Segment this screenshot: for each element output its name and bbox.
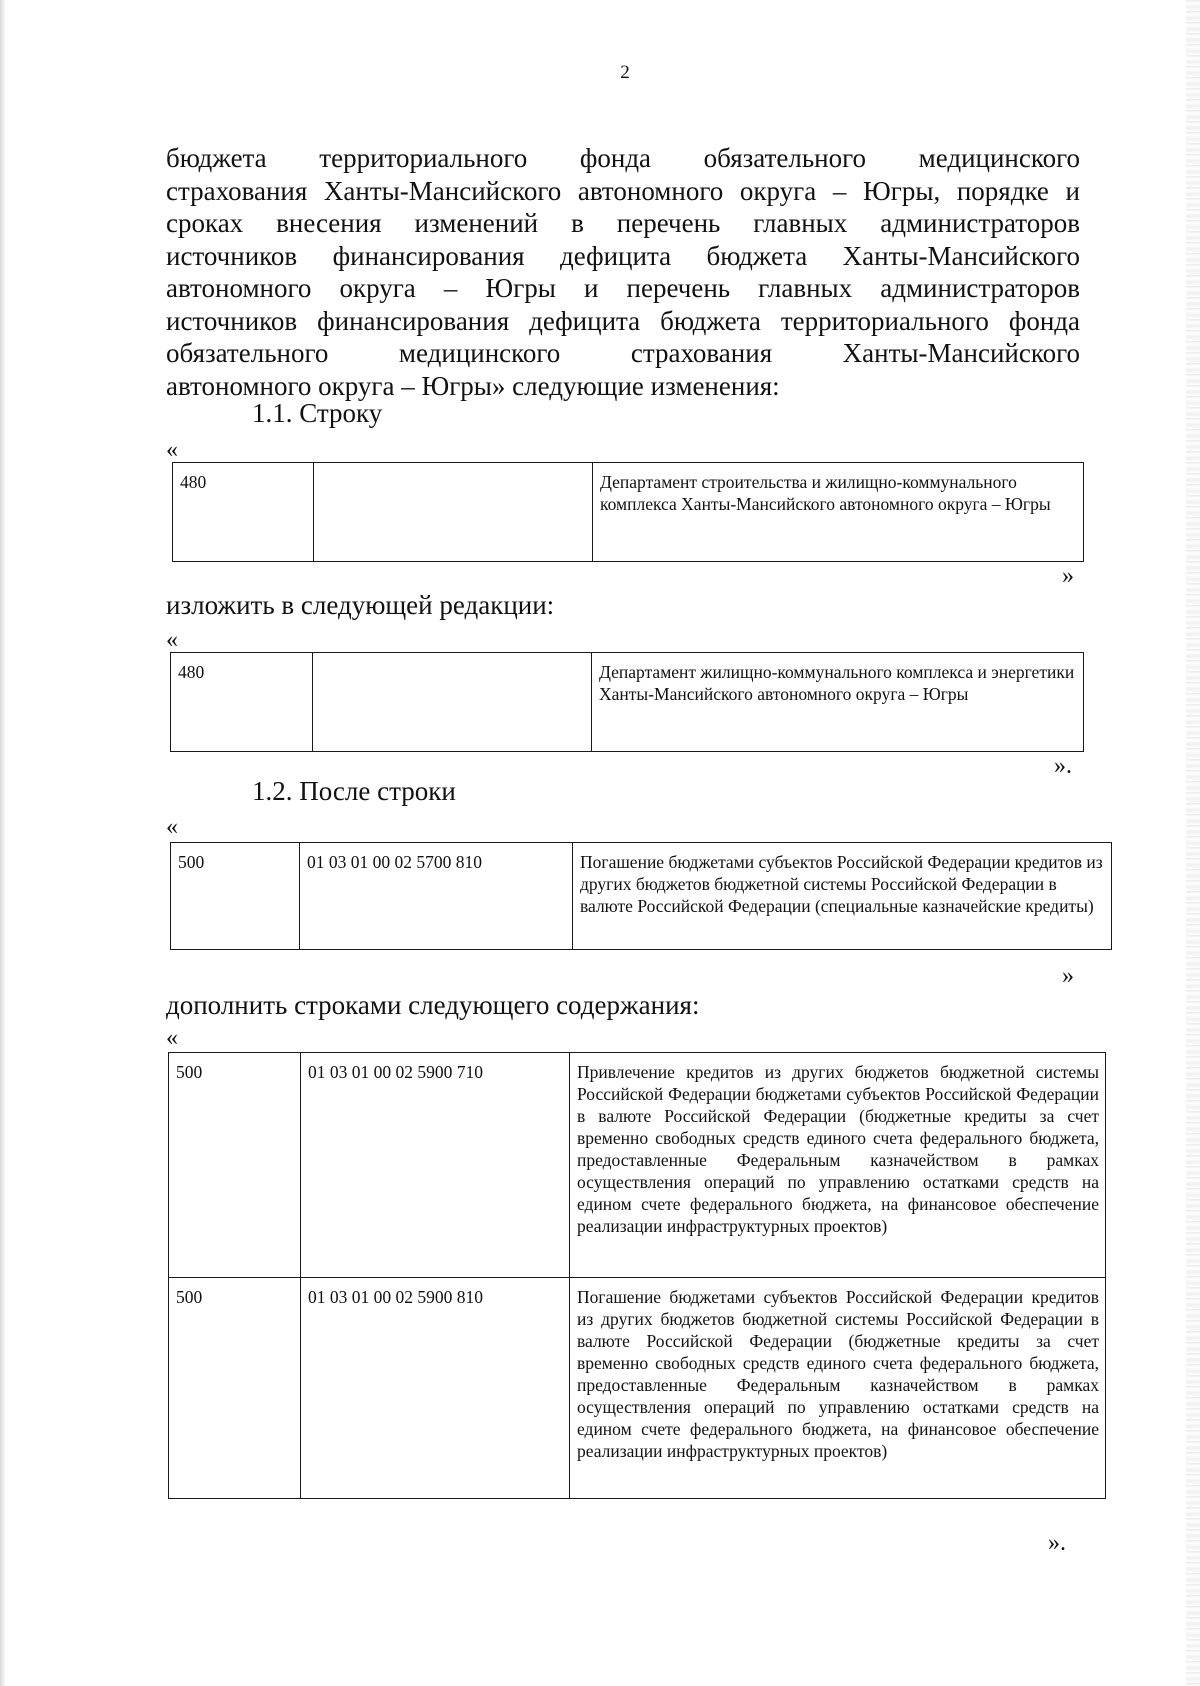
open-quote: «	[166, 814, 178, 840]
new-rows-table	[168, 1052, 1106, 1499]
after-row-table	[170, 842, 1112, 950]
admin-code-cell: 480	[173, 463, 314, 562]
admin-name-cell: Погашение бюджетами субъектов Российской Федерации кредитов из других бюджетов бюджетной системы Российской Федерации в валюте Российской Федерации (бюджетные кредиты за счет временно свободных средств единого счета федерального бюджета, предоставленные Федеральным казначейством в рамках осуществления операций по управлению остатками средств на едином счете федерального бюджета, на финансовое обеспечение реализации инфраструктурных проектов)	[570, 1278, 1106, 1499]
admin-name-cell: Департамент жилищно-коммунального комплекса и энергетики Ханты-Мансийского автономного округа – Югры	[592, 653, 1084, 752]
intro-line: страхования Ханты-Мансийского автономного округа – Югры, порядке и	[166, 175, 1080, 206]
scan-edge-right	[1186, 0, 1200, 1686]
intro-line: автономного округа – Югры» следующие изменения:	[166, 370, 780, 401]
source-code-cell	[314, 463, 593, 562]
replace-instruction: изложить в следующей редакции:	[166, 590, 555, 620]
source-code-cell: 01 03 01 00 02 5900 710	[301, 1053, 570, 1278]
add-instruction: дополнить строками следующего содержания:	[166, 990, 700, 1020]
old-row-table	[172, 462, 1084, 562]
section-1-1-heading: 1.1. Строку	[252, 398, 383, 428]
admin-name-cell: Привлечение кредитов из других бюджетов бюджетной системы Российской Федерации бюджетами субъектов Российской Федерации в валюте Российской Федерации (бюджетные кредиты за счет временно свободных средств единого счета федерального бюджета, предоставленные Федеральным казначейством в рамках осуществления операций по управлению остатками средств на едином счете федерального бюджета, на финансовое обеспечение реализации инфраструктурных проектов)	[570, 1053, 1106, 1278]
close-quote: ».	[1048, 1530, 1066, 1556]
source-code-cell: 01 03 01 00 02 5900 810	[301, 1278, 570, 1499]
table-row	[171, 653, 1084, 752]
intro-line: автономного округа – Югры и перечень главных администраторов	[166, 273, 1080, 303]
close-quote: ».	[1054, 753, 1072, 779]
open-quote: «	[166, 627, 178, 653]
admin-code-cell: 500	[171, 843, 300, 950]
table-row	[173, 463, 1084, 562]
table-row	[169, 1278, 1106, 1499]
admin-name-cell: Департамент строительства и жилищно-коммунального комплекса Ханты-Мансийского автономного округа – Югры	[593, 463, 1084, 562]
intro-line: сроках внесения изменений в перечень главных администраторов	[166, 208, 1080, 238]
section-1-2-heading: 1.2. После строки	[252, 776, 456, 806]
intro-paragraph	[166, 142, 1080, 402]
open-quote: «	[166, 1025, 178, 1051]
intro-line: обязательного медицинского страхования Ханты-Мансийского	[166, 338, 1080, 368]
intro-line: источников финансирования дефицита бюджета Ханты-Мансийского	[166, 240, 1080, 271]
new-row-table	[170, 652, 1084, 752]
admin-name-cell: Погашение бюджетами субъектов Российской Федерации кредитов из других бюджетов бюджетной системы Российской Федерации в валюте Российской Федерации (специальные казначейские кредиты)	[573, 843, 1112, 950]
admin-code-cell: 480	[171, 653, 313, 752]
admin-code-cell: 500	[169, 1053, 301, 1278]
page-number: 2	[620, 62, 630, 83]
close-quote: »	[1062, 963, 1074, 989]
table-row	[171, 843, 1112, 950]
source-code-cell: 01 03 01 00 02 5700 810	[300, 843, 573, 950]
intro-line: источников финансирования дефицита бюджета территориального фонда	[166, 305, 1080, 336]
close-quote: »	[1062, 563, 1074, 589]
source-code-cell	[313, 653, 592, 752]
table-row	[169, 1053, 1106, 1278]
scan-edge-left	[0, 0, 6, 1686]
open-quote: «	[166, 437, 178, 463]
admin-code-cell: 500	[169, 1278, 301, 1499]
intro-line: бюджета территориального фонда обязательного медицинского	[166, 143, 1080, 173]
